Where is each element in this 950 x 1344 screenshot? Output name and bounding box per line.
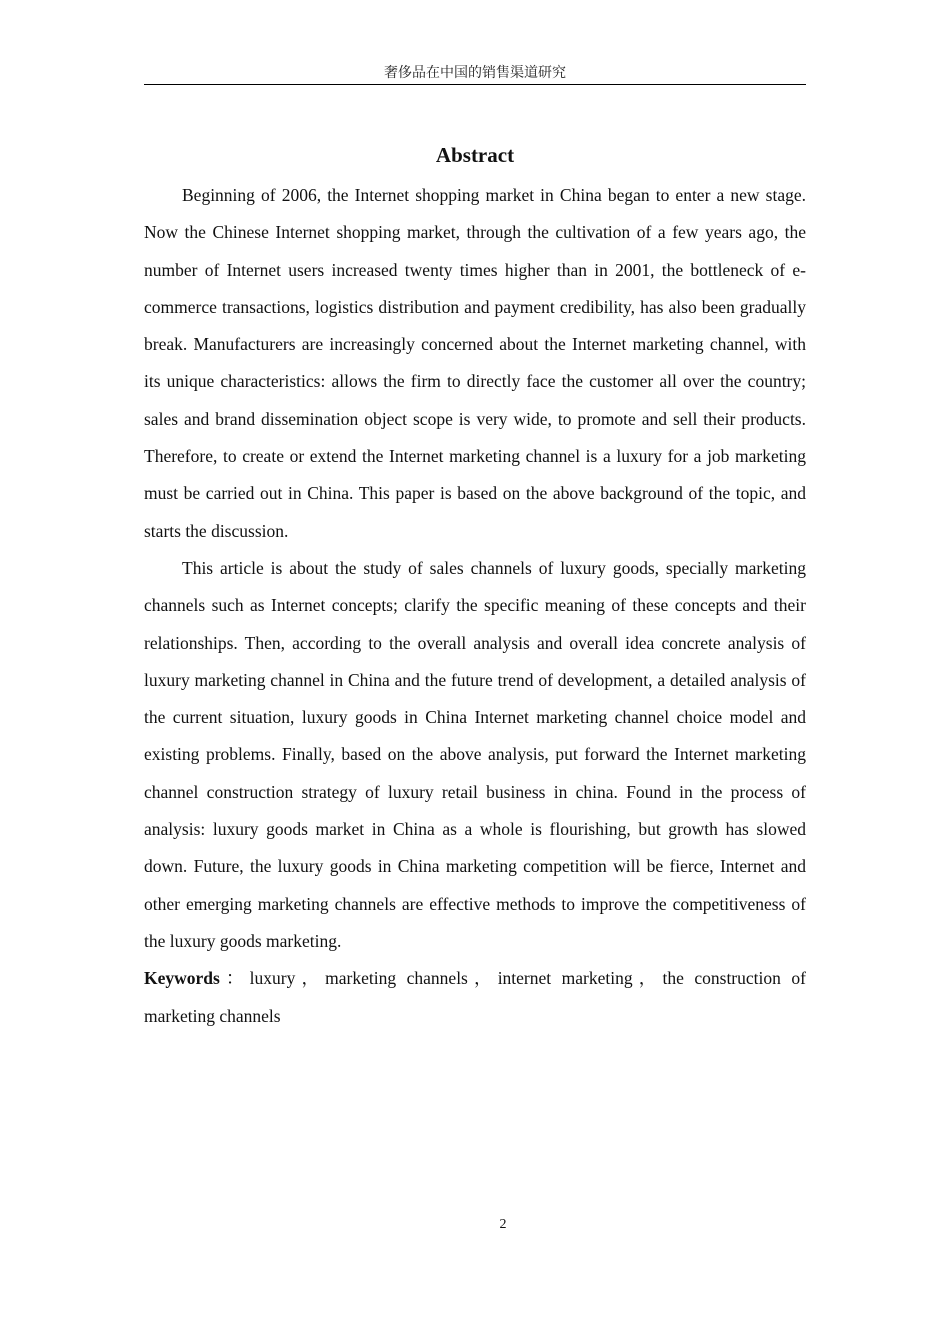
running-header: 奢侈品在中国的销售渠道研究 [384,65,566,81]
page-number: 2 [499,1217,507,1232]
abstract-paragraph-1: Beginning of 2006, the Internet shopping market in China began to enter a new stage. Now the Chinese Internet shopping market, through the cultivation of a few years ago, the number of Internet users increased twenty times higher than in 2001, the bottleneck of e-commerce transactions, logistics distribution and payment credibility, has also been gradually break. Manufacturers are increasingly concerned about the Internet marketing channel, with its unique characteristics: allows the firm to directly face the customer all over the country; sales and brand dissemination object scope is very wide, to promote and sell their products. Therefore, to create or extend the Internet marketing channel is a luxury for a job marketing must be carried out in China. This paper is based on the above background of the topic, and starts the discussion. [144,185,806,541]
keywords-label: Keywords [144,968,220,989]
abstract-section [144,141,806,1035]
abstract-heading: Abstract [435,143,515,167]
keywords-text: ：luxury，marketing channels，internet marketing，the construction of marketing channels [144,968,806,1026]
header-divider [144,84,806,85]
abstract-paragraph-2: This article is about the study of sales channels of luxury goods, specially marketing channels such as Internet concepts; clarify the specific meaning of these concepts and their relationships. Then, according to the overall analysis and overall idea concrete analysis of luxury marketing channel in China and the future trend of development, a detailed analysis of the current situation, luxury goods in China Internet marketing channel choice model and existing problems. Finally, based on the above analysis, put forward the Internet marketing channel construction strategy of luxury retail business in china. Found in the process of analysis: luxury goods market in China as a whole is flourishing, but growth has slowed down. Future, the luxury goods in China marketing competition will be fierce, Internet and other emerging marketing channels are effective methods to improve the competitiveness of the luxury goods marketing. [144,557,806,951]
keywords-line [144,960,806,1035]
